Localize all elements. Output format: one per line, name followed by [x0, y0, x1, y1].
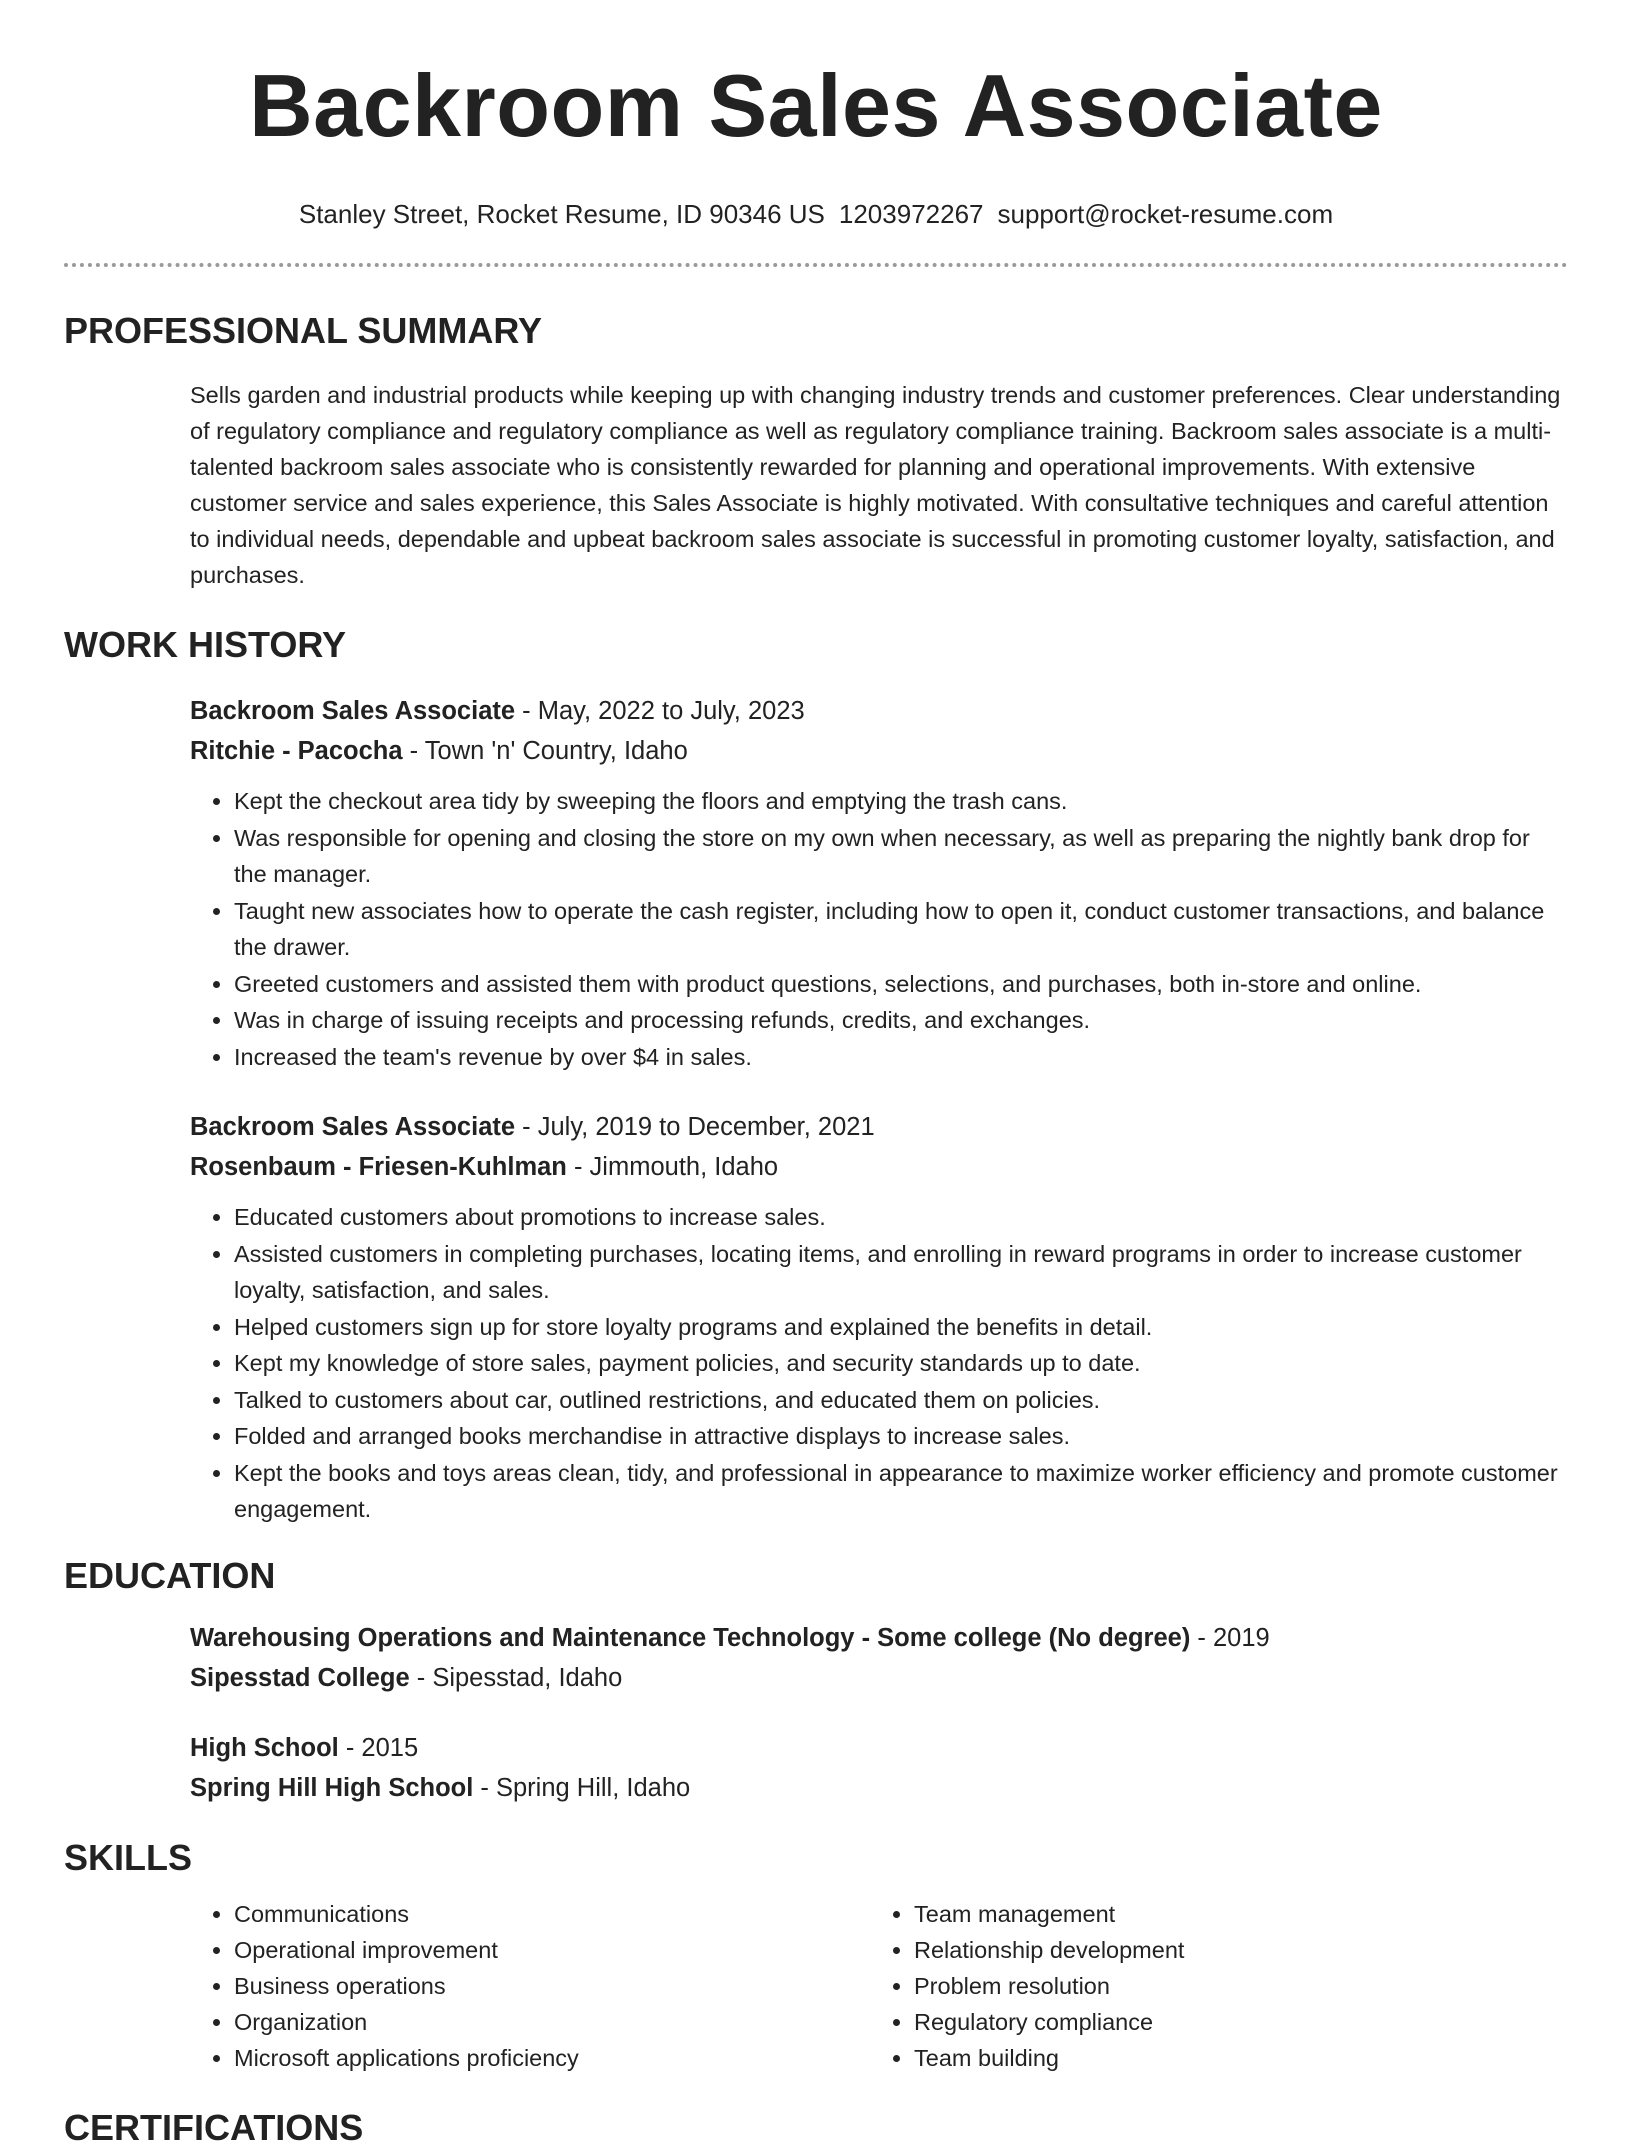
education-school: Spring Hill High School — [190, 1773, 474, 1802]
resume-name: Backroom Sales Associate — [249, 56, 1383, 155]
education-location: - Spring Hill, Idaho — [473, 1773, 691, 1802]
job-company: Rosenbaum - Friesen-Kuhlman — [190, 1153, 567, 1181]
job-bullet: • Greeted customers and assisted them with product questions, selections, and purchases, both in-store and online. — [234, 966, 1568, 1003]
skill-item: • Problem resolution — [914, 1968, 1550, 2004]
job-role: Backroom Sales Associate — [190, 1113, 516, 1141]
job-dates: - May, 2022 to July, 2023 — [515, 697, 805, 725]
contact-email: support@rocket-resume.com — [997, 199, 1334, 229]
contact-address: Stanley Street, Rocket Resume, ID 90346 US — [298, 199, 825, 229]
education-school: Sipesstad College — [190, 1663, 410, 1692]
skill-item: • Organization — [234, 2004, 870, 2040]
job-bullets — [190, 783, 1568, 1075]
job-title-line — [190, 1107, 1568, 1147]
job-bullet: • Was responsible for opening and closing the store on my own when necessary, as well as preparing the nightly bank drop for the manager. — [234, 820, 1568, 893]
job-company-line — [190, 731, 1568, 771]
job-bullet: • Educated customers about promotions to increase sales. — [234, 1199, 1568, 1236]
job-location: - Jimmouth, Idaho — [566, 1153, 779, 1181]
education-entry — [190, 1618, 1568, 1698]
job-entry — [190, 691, 1568, 1075]
education-year: - 2019 — [1190, 1623, 1270, 1652]
job-bullet: • Taught new associates how to operate the cash register, including how to open it, conduct customer transactions, and balance the drawer. — [234, 893, 1568, 966]
contact-line — [0, 198, 1632, 230]
education-degree-line — [190, 1728, 1568, 1768]
job-entry — [190, 1107, 1568, 1528]
education-location: - Sipesstad, Idaho — [409, 1663, 623, 1692]
education-heading: EDUCATION — [64, 1554, 276, 1596]
education-entry — [190, 1728, 1568, 1808]
work-history-heading: WORK HISTORY — [64, 624, 347, 665]
skills-column-left — [190, 1896, 870, 2076]
job-bullet: • Assisted customers in completing purchases, locating items, and enrolling in reward programs in order to increase customer loyalty, satisfaction, and sales. — [234, 1236, 1568, 1309]
skill-item: • Team management — [914, 1896, 1550, 1932]
job-bullet: • Increased the team's revenue by over $4 in sales. — [234, 1039, 1568, 1076]
skill-item: • Communications — [234, 1896, 870, 1932]
job-dates: - July, 2019 to December, 2021 — [515, 1113, 875, 1141]
education-degree: High School — [190, 1733, 339, 1762]
skills-list — [870, 1896, 1550, 2076]
job-bullet: • Helped customers sign up for store loyalty programs and explained the benefits in detail. — [234, 1309, 1568, 1346]
skills-column-right — [870, 1896, 1550, 2076]
education-degree: Warehousing Operations and Maintenance Technology - Some college (No degree) — [190, 1623, 1191, 1652]
skills-heading: SKILLS — [64, 1836, 193, 1878]
job-company-line — [190, 1147, 1568, 1187]
job-bullets — [190, 1199, 1568, 1528]
job-bullet: • Kept the books and toys areas clean, tidy, and professional in appearance to maximize worker efficiency and promote customer engagement. — [234, 1455, 1568, 1528]
job-company: Ritchie - Pacocha — [190, 737, 403, 765]
education-school-line — [190, 1768, 1568, 1808]
skill-item: • Relationship development — [914, 1932, 1550, 1968]
summary-heading: PROFESSIONAL SUMMARY — [64, 310, 543, 351]
job-bullet: • Talked to customers about car, outlined restrictions, and educated them on policies. — [234, 1382, 1568, 1419]
header-divider — [64, 263, 1568, 267]
job-location: - Town 'n' Country, Idaho — [402, 737, 688, 765]
job-bullet: • Kept the checkout area tidy by sweeping the floors and emptying the trash cans. — [234, 783, 1568, 820]
education-degree-line — [190, 1618, 1568, 1658]
contact-phone: 1203972267 — [838, 199, 984, 229]
job-bullet: • Kept my knowledge of store sales, payment policies, and security standards up to date. — [234, 1345, 1568, 1382]
certifications-heading: CERTIFICATIONS — [64, 2106, 364, 2148]
job-title-line — [190, 691, 1568, 731]
skills-grid — [190, 1896, 1568, 2076]
skill-item: • Microsoft applications proficiency — [234, 2040, 870, 2076]
skill-item: • Regulatory compliance — [914, 2004, 1550, 2040]
job-bullet: • Was in charge of issuing receipts and processing refunds, credits, and exchanges. — [234, 1002, 1568, 1039]
skill-item: • Team building — [914, 2040, 1550, 2076]
summary-text: Sells garden and industrial products while keeping up with changing industry trends and customer preferences. Clear understanding of regulatory compliance and regulatory compliance as well as regulatory compliance training. Backroom sales associate is a multi-talented backroom sales associate who is consistently rewarded for planning and operational improvements. With extensive customer service and sales experience, this Sales Associate is highly motivated. With consultative techniques and careful attention to individual needs, dependable and upbeat backroom sales associate is successful in promoting customer loyalty, satisfaction, and purchases. — [190, 382, 1561, 588]
education-school-line — [190, 1658, 1568, 1698]
education-year: - 2015 — [338, 1733, 419, 1762]
skills-list — [190, 1896, 870, 2076]
skill-item: • Business operations — [234, 1968, 870, 2004]
skill-item: • Operational improvement — [234, 1932, 870, 1968]
job-bullet: • Folded and arranged books merchandise in attractive displays to increase sales. — [234, 1418, 1568, 1455]
job-role: Backroom Sales Associate — [190, 697, 516, 725]
